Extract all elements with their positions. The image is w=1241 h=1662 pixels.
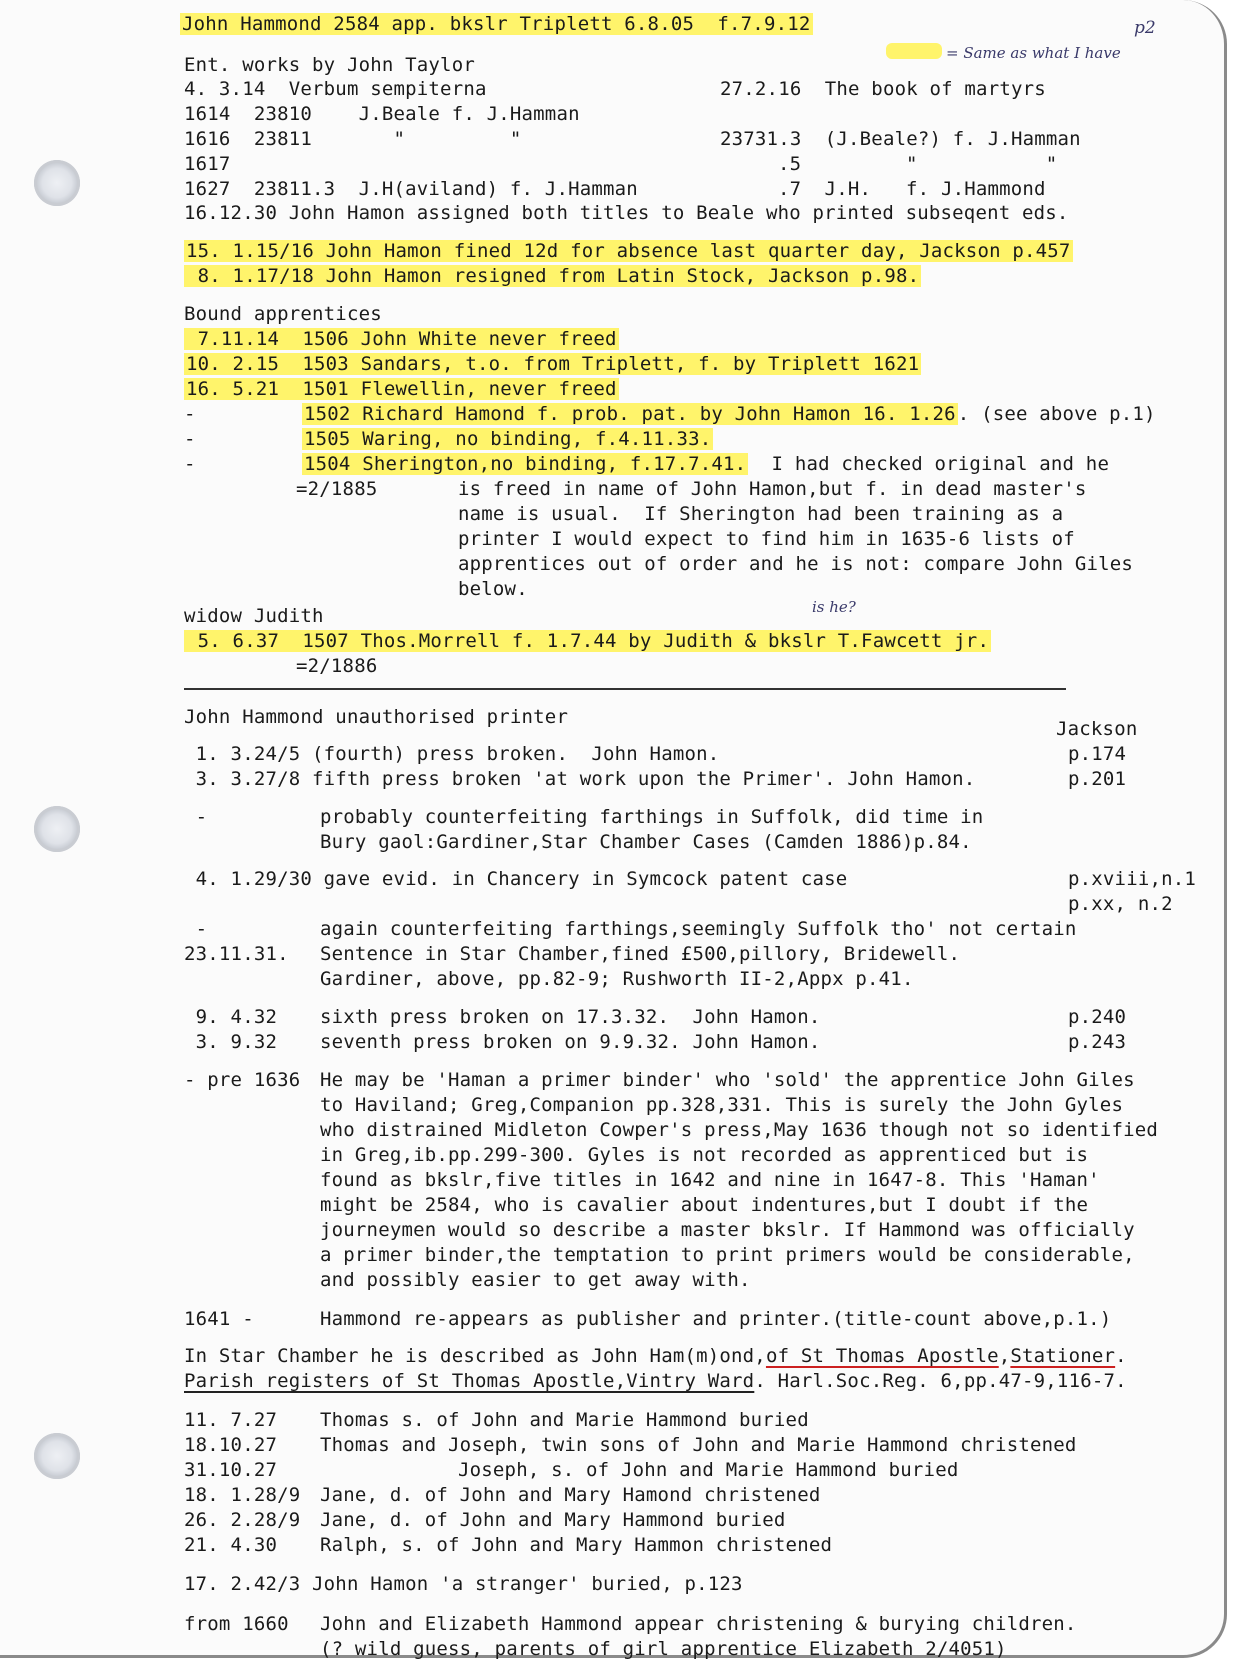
text-line: 17. 2.42/3 John Hamon 'a stranger' buried, p.123 (184, 1573, 743, 1595)
section-heading: Bound apprentices (184, 303, 382, 325)
text-line: p.174 (1068, 743, 1127, 765)
text-line: Sentence in Star Chamber,fined £500,pillory, Bridewell. (320, 943, 961, 965)
text-line: 4. 3.14 Verbum sempiterna (184, 78, 487, 100)
text-line: who distrained Midleton Cowper's press,May 1636 though not so identified (320, 1119, 1159, 1141)
text-line: . (see above p.1) (957, 403, 1156, 425)
text-line: Ralph, s. of John and Mary Hammon christened (320, 1534, 833, 1556)
text-line: p.201 (1068, 768, 1127, 790)
highlighted-line: 15. 1.15/16 John Hamon fined 12d for absence last quarter day, Jackson p.457 (186, 240, 1071, 262)
text-line: - (184, 806, 208, 828)
text-line: 1614 23810 J.Beale f. J.Hamman (184, 103, 580, 125)
text-line: 1641 - (184, 1308, 254, 1330)
punch-hole-top (34, 160, 80, 206)
page-title: John Hammond 2584 app. bkslr Triplett 6.8.05 f.7.9.12 (182, 13, 811, 35)
text-line: He may be 'Haman a primer binder' who 'sold' the apprentice John Giles (320, 1069, 1135, 1091)
text-line: name is usual. If Sherington had been training as a (458, 503, 1064, 525)
text-line: 1. 3.24/5 (fourth) press broken. John Hamon. (184, 743, 720, 765)
text-line: =2/1885 (296, 478, 378, 500)
text-line: John and Elizabeth Hammond appear christening & burying children. (320, 1613, 1077, 1635)
text-line: 16.12.30 John Hamon assigned both titles to Beale who printed subseqent eds. (184, 202, 1069, 224)
text-line: - (184, 428, 196, 450)
text-line: - (184, 403, 196, 425)
text-line: found as bkslr,five titles in 1642 and nine in 1647-8. This 'Haman' (320, 1169, 1100, 1191)
handwritten-query-note: is he? (812, 598, 856, 616)
text-line: 23731.3 (J.Beale?) f. J.Hamman (720, 128, 1081, 150)
highlighted-line: 10. 2.15 1503 Sandars, t.o. from Triplett, f. by Triplett 1621 (186, 353, 920, 375)
highlight-legend-note: = Same as what I have (946, 44, 1121, 62)
text-line: Thomas and Joseph, twin sons of John and Marie Hammond christened (320, 1434, 1077, 1456)
text-line: in Greg,ib.pp.299-300. Gyles is not recorded as apprenticed but is (320, 1144, 1089, 1166)
text-line: p.xx, n.2 (1068, 893, 1173, 915)
text-line: printer I would expect to find him in 1635-6 lists of (458, 528, 1075, 550)
text-line: journeymen would so describe a master bkslr. If Hammond was officially (320, 1219, 1135, 1241)
text-line: apprentices out of order and he is not: compare John Giles (458, 553, 1134, 575)
text-line: probably counterfeiting farthings in Suffolk, did time in (320, 806, 984, 828)
text-line: 27.2.16 The book of martyrs (720, 78, 1046, 100)
text-line: 1627 23811.3 J.H(aviland) f. J.Hamman (184, 178, 638, 200)
text-line: 18. 1.28/9 (184, 1484, 301, 1506)
punch-hole-bottom (34, 1433, 80, 1479)
text-line: 1617 (184, 153, 231, 175)
text-line: widow Judith (184, 605, 324, 627)
text-line: , (998, 1345, 1011, 1367)
highlighted-line: 16. 5.21 1501 Flewellin, never freed (186, 378, 617, 400)
text-line: (? wild guess, parents of girl apprentice Elizabeth 2/4051) (320, 1638, 1007, 1660)
text-line: below. (458, 578, 528, 600)
section-divider (184, 688, 1066, 690)
text-line: .7 J.H. f. J.Hammond (778, 178, 1046, 200)
text-line: =2/1886 (296, 655, 378, 677)
text-line: Joseph, s. of John and Marie Hammond buried (458, 1459, 959, 1481)
highlighted-line: 1504 Sherington,no binding, f.17.7.41. (304, 453, 747, 475)
page-number-note: p2 (1134, 18, 1156, 38)
text-line: In Star Chamber he is described as John Ham(m)ond, (184, 1345, 766, 1367)
text-line: p.xviii,n.1 (1068, 868, 1197, 890)
text-line: again counterfeiting farthings,seemingly Suffolk tho' not certain (320, 918, 1077, 940)
text-line: 31.10.27 (184, 1459, 278, 1481)
text-line: p.243 (1068, 1031, 1127, 1053)
text-line: 11. 7.27 (184, 1409, 278, 1431)
underlined-parish: of St Thomas Apostle (765, 1345, 999, 1367)
text-line: .5 " " (778, 153, 1058, 175)
highlighted-line: 5. 6.37 1507 Thos.Morrell f. 1.7.44 by Judith & bkslr T.Fawcett jr. (186, 630, 990, 652)
text-line: Jane, d. of John and Mary Hamond christened (320, 1484, 821, 1506)
text-line: Thomas s. of John and Marie Hammond buried (320, 1409, 809, 1431)
text-line: 26. 2.28/9 (184, 1509, 301, 1531)
text-line: 1616 23811 " " (184, 128, 522, 150)
text-line: Gardiner, above, pp.82-9; Rushworth II-2,Appx p.41. (320, 968, 914, 990)
text-line: Jane, d. of John and Mary Hammond buried (320, 1509, 786, 1531)
text-line: I had checked original and he (748, 453, 1110, 475)
highlighted-line: 1502 Richard Hamond f. prob. pat. by John Hamon 16. 1.26 (304, 403, 956, 425)
text-line: 3. 3.27/8 fifth press broken 'at work upon the Primer'. John Hamon. (184, 768, 976, 790)
text-line: . Harl.Soc.Reg. 6,pp.47-9,116-7. (754, 1370, 1127, 1392)
text-line: . (1115, 1345, 1127, 1367)
text-line: and possibly easier to get away with. (320, 1269, 751, 1291)
section-heading: John Hammond unauthorised printer (184, 706, 569, 728)
underlined-occupation: Stationer (1010, 1345, 1116, 1367)
text-line: a primer binder,the temptation to print primers would be considerable, (320, 1244, 1135, 1266)
text-line: 4. 1.29/30 gave evid. in Chancery in Symcock patent case (184, 868, 848, 890)
highlighted-line: 8. 1.17/18 John Hamon resigned from Latin Stock, Jackson p.98. (186, 265, 920, 287)
text-line: seventh press broken on 9.9.32. John Hamon. (320, 1031, 821, 1053)
highlight-legend-swatch (886, 43, 942, 59)
text-line: is freed in name of John Hamon,but f. in dead master's (458, 478, 1087, 500)
text-line: - pre 1636 (184, 1069, 301, 1091)
text-line: 9. 4.32 (184, 1006, 278, 1028)
text-line: Hammond re-appears as publisher and printer.(title-count above,p.1.) (320, 1308, 1112, 1330)
text-line: Bury gaol:Gardiner,Star Chamber Cases (Camden 1886)p.84. (320, 831, 972, 853)
text-line: from 1660 (184, 1613, 289, 1635)
text-line: 3. 9.32 (184, 1031, 278, 1053)
highlighted-line: 1505 Waring, no binding, f.4.11.33. (304, 428, 712, 450)
punch-hole-middle (34, 806, 80, 852)
text-line: - (184, 453, 196, 475)
text-line: p.240 (1068, 1006, 1127, 1028)
text-line: 23.11.31. (184, 943, 289, 965)
highlighted-line: 7.11.14 1506 John White never freed (186, 328, 617, 350)
text-line: might be 2584, who is cavalier about indentures,but I doubt if the (320, 1194, 1089, 1216)
text-line: 21. 4.30 (184, 1534, 278, 1556)
text-line: Ent. works by John Taylor (184, 54, 475, 76)
text-line: 18.10.27 (184, 1434, 278, 1456)
underlined-register-title: Parish registers of St Thomas Apostle,Vintry Ward (184, 1370, 755, 1392)
column-heading: Jackson (1056, 718, 1138, 740)
text-line: sixth press broken on 17.3.32. John Hamon. (320, 1006, 821, 1028)
text-line: - (184, 918, 208, 940)
text-line: to Haviland; Greg,Companion pp.328,331. This is surely the John Gyles (320, 1094, 1124, 1116)
